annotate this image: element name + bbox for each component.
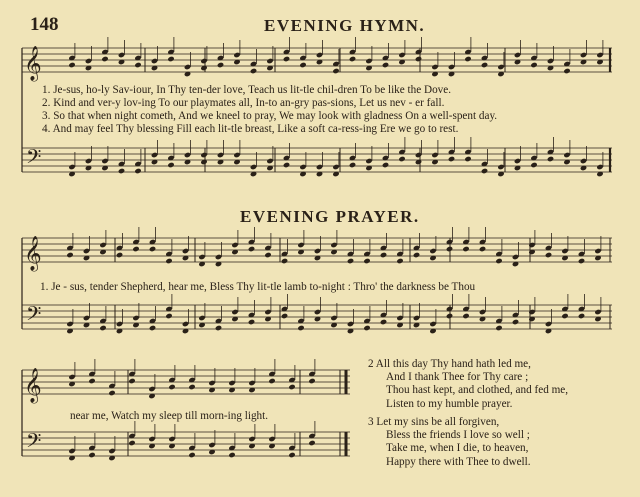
note-head <box>297 325 304 331</box>
note-head <box>228 452 235 458</box>
note-head <box>88 452 95 458</box>
note-head <box>283 162 290 168</box>
stanza-2-line: Listen to my humble prayer. <box>386 397 513 410</box>
note-head <box>215 325 222 331</box>
note-head <box>382 62 389 68</box>
note-head <box>128 440 135 446</box>
note-head <box>332 68 339 74</box>
note-head <box>481 168 488 174</box>
stanza-2-line: Thou hast kept, and clothed, and fed me, <box>386 384 569 397</box>
note-head <box>380 252 387 258</box>
page-number: 148 <box>30 14 59 35</box>
note-head <box>578 313 585 319</box>
note-head <box>248 319 255 325</box>
prayer-lyric-line-2: near me, Watch my sleep till morn-ing light. <box>70 410 269 422</box>
note-head <box>380 319 387 325</box>
note-head <box>481 62 488 68</box>
stanza-3-line: Take me, when I die, to heaven, <box>386 442 529 455</box>
note-head <box>149 246 156 252</box>
note-head <box>149 325 156 331</box>
note-head <box>363 258 370 264</box>
note-head <box>108 390 115 396</box>
note-head <box>347 258 354 264</box>
note-head <box>250 68 257 74</box>
note-head <box>578 258 585 264</box>
stanza-3-line: Bless the friends I love so well ; <box>386 429 530 442</box>
verse-4: 4. And may feel Thy blessing Fill each lit-tle breast, Like a soft ca-ress-ing Ere we go to rest. <box>42 123 459 135</box>
note-head <box>464 56 471 62</box>
stanza-2 <box>368 358 568 411</box>
note-head <box>99 325 106 331</box>
note-head <box>116 252 123 258</box>
note-head <box>165 313 172 319</box>
note-head <box>68 62 75 68</box>
note-head <box>118 168 125 174</box>
verse-2: 2. Kind and ver-y lov-ing To our playmates all, In-to an-gry pas-sions, Let us nev - er fall. <box>42 97 445 109</box>
note-head <box>446 246 453 252</box>
treble-clef-icon: 𝄞 <box>24 46 42 81</box>
note-head <box>512 319 519 325</box>
note-head <box>415 56 422 62</box>
note-head <box>134 168 141 174</box>
note-head <box>299 62 306 68</box>
prayer-lyric-line-1: 1. Je - sus, tender Shepherd, hear me, Bless Thy lit-tle lamb to-night : Thro' the darkness be Thou <box>40 281 476 293</box>
note-head <box>464 156 471 162</box>
note-head <box>128 378 135 384</box>
verse-1: 1. Je-sus, ho-ly Sav-iour, In Thy ten-der love, Teach us lit-tle chil-dren To be like the Dove. <box>42 84 452 96</box>
stanza-3-line: 3 Let my sins be all forgiven, <box>368 416 500 428</box>
note-head <box>545 252 552 258</box>
note-head <box>264 252 271 258</box>
note-head <box>530 62 537 68</box>
note-head <box>288 452 295 458</box>
stanza-3 <box>368 416 531 469</box>
note-head <box>283 56 290 62</box>
note-head <box>382 162 389 168</box>
verse-3: 3. So that when night cometh, And we kneel to pray, We may look with gladness On a well-spent day. <box>42 110 498 122</box>
stanza-3-line: Happy there with Thee to dwell. <box>386 455 531 468</box>
note-head <box>448 156 455 162</box>
treble-clef-icon: 𝄞 <box>24 368 42 403</box>
note-head <box>268 378 275 384</box>
note-head <box>188 452 195 458</box>
note-head <box>363 325 370 331</box>
note-head <box>168 384 175 390</box>
note-head <box>88 378 95 384</box>
note-head <box>446 313 453 319</box>
note-head <box>167 162 174 168</box>
note-head <box>561 313 568 319</box>
note-head <box>66 252 73 258</box>
note-head <box>217 62 224 68</box>
note-head <box>398 156 405 162</box>
note-head <box>396 258 403 264</box>
bass-clef-icon: 𝄢 <box>26 145 42 173</box>
note-head <box>495 258 502 264</box>
note-head <box>479 246 486 252</box>
note-head <box>134 62 141 68</box>
stanza-2-line: And I thank Thee for Thy care ; <box>386 371 529 384</box>
bass-clef-icon: 𝄢 <box>26 302 42 330</box>
note-head <box>281 258 288 264</box>
note-head <box>547 156 554 162</box>
note-head <box>165 258 172 264</box>
bass-clef-icon: 𝄢 <box>26 429 42 457</box>
note-head <box>349 162 356 168</box>
note-head <box>167 56 174 62</box>
note-head <box>462 313 469 319</box>
note-head <box>101 56 108 62</box>
note-head <box>530 162 537 168</box>
note-head <box>462 246 469 252</box>
hymn-title: EVENING HYMN. <box>264 16 426 35</box>
note-head <box>563 68 570 74</box>
note-head <box>308 378 315 384</box>
note-head <box>281 313 288 319</box>
note-head <box>188 384 195 390</box>
note-head <box>349 56 356 62</box>
note-head <box>308 440 315 446</box>
stanza-2-line: 2 All this day Thy hand hath led me, <box>368 358 531 370</box>
note-head <box>248 246 255 252</box>
note-head <box>413 252 420 258</box>
note-head <box>495 325 502 331</box>
treble-clef-icon: 𝄞 <box>24 236 42 271</box>
prayer-title: EVENING PRAYER. <box>240 207 420 226</box>
note-head <box>132 246 139 252</box>
note-head <box>288 384 295 390</box>
